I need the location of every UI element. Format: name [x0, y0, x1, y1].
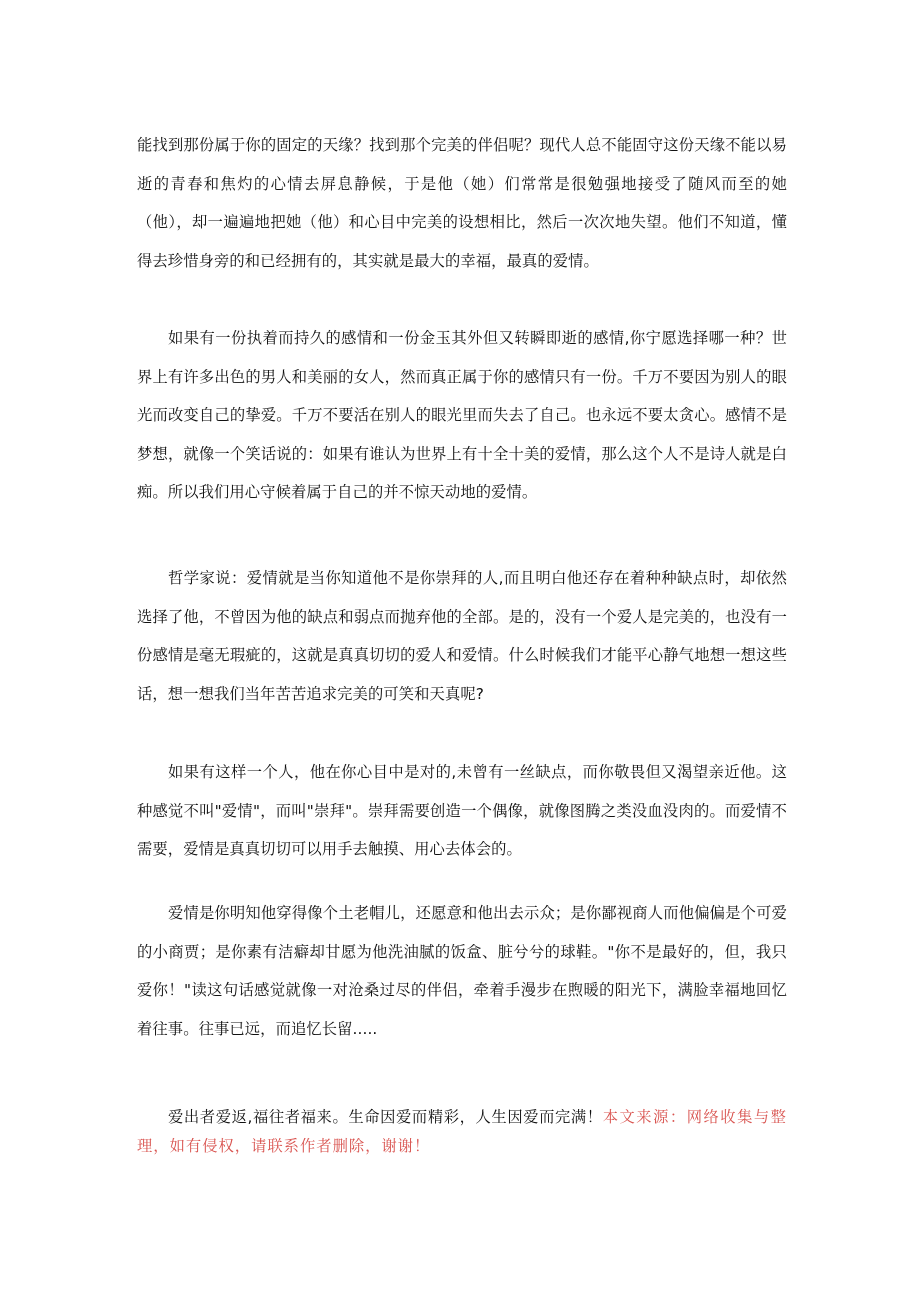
paragraph-6: [137, 1103, 787, 1161]
paragraph-3: [137, 559, 787, 713]
paragraph-2-text: 如果有一份执着而持久的感情和一份金玉其外但又转瞬即逝的感情,你宁愿选择哪一种？世界上有许多出色的男人和美丽的女人，然而真正属于你的感情只有一份。千万不要因为别人的眼光而改变自己的挚爱。千万不要活在别人的眼光里而失去了自己。也永远不要太贪心。感情不是梦想，就像一个笑话说的：如果有谁认为世界上有十全十美的爱情，那么这个人不是诗人就是白痴。所以我们用心守候着属于自己的并不惊天动地的爱情。: [137, 329, 787, 501]
closing-text: 爱出者爱返,福往者福来。生命因爱而精彩，人生因爱而完满！: [168, 1108, 603, 1126]
paragraph-5: [137, 894, 787, 1048]
paragraph-1-text: 能找到那份属于你的固定的天缘？找到那个完美的伴侣呢？现代人总不能固守这份天缘不能以易逝的青春和焦灼的心情去屏息静候，于是他（她）们常常是很勉强地接受了随风而至的她（他），却一遍遍地把她（他）和心目中完美的设想相比，然后一次次地失望。他们不知道，懂得去珍惜身旁的和已经拥有的，其实就是最大的幸福，最真的爱情。: [137, 136, 787, 270]
paragraph-3-text: 哲学家说：爱情就是当你知道他不是你崇拜的人,而且明白他还存在着种种缺点时，却依然选择了他，不曾因为他的缺点和弱点而抛弃他的全部。是的，没有一个爱人是完美的，也没有一份感情是毫无瑕疵的，这就是真真切切的爱人和爱情。什么时候我们才能平心静气地想一想这些话，想一想我们当年苦苦追求完美的可笑和天真呢?: [137, 569, 787, 703]
paragraph-1: [137, 126, 787, 280]
source-note: 本文来源：网络收集与整理，如有侵权，请联系作者删除，谢谢！: [137, 1108, 787, 1155]
paragraph-2: [137, 319, 787, 512]
closing-paragraph: [137, 1103, 787, 1161]
paragraph-5-text: 爱情是你明知他穿得像个土老帽儿，还愿意和他出去示众；是你鄙视商人而他偏偏是个可爱的小商贾；是你素有洁癖却甘愿为他洗油腻的饭盒、脏兮兮的球鞋。"你不是最好的，但，我只爱你！"读这句话感觉就像一对沧桑过尽的伴侣，牵着手漫步在煦暖的阳光下，满脸幸福地回忆着往事。往事已远，而追忆长留.....: [137, 904, 787, 1038]
paragraph-4: [137, 753, 787, 869]
paragraph-4-text: 如果有这样一个人，他在你心目中是对的,未曾有一丝缺点，而你敬畏但又渴望亲近他。这种感觉不叫"爱情"，而叫"崇拜"。崇拜需要创造一个偶像，就像图腾之类没血没肉的。而爱情不需要，爱情是真真切切可以用手去触摸、用心去体会的。: [137, 763, 787, 858]
